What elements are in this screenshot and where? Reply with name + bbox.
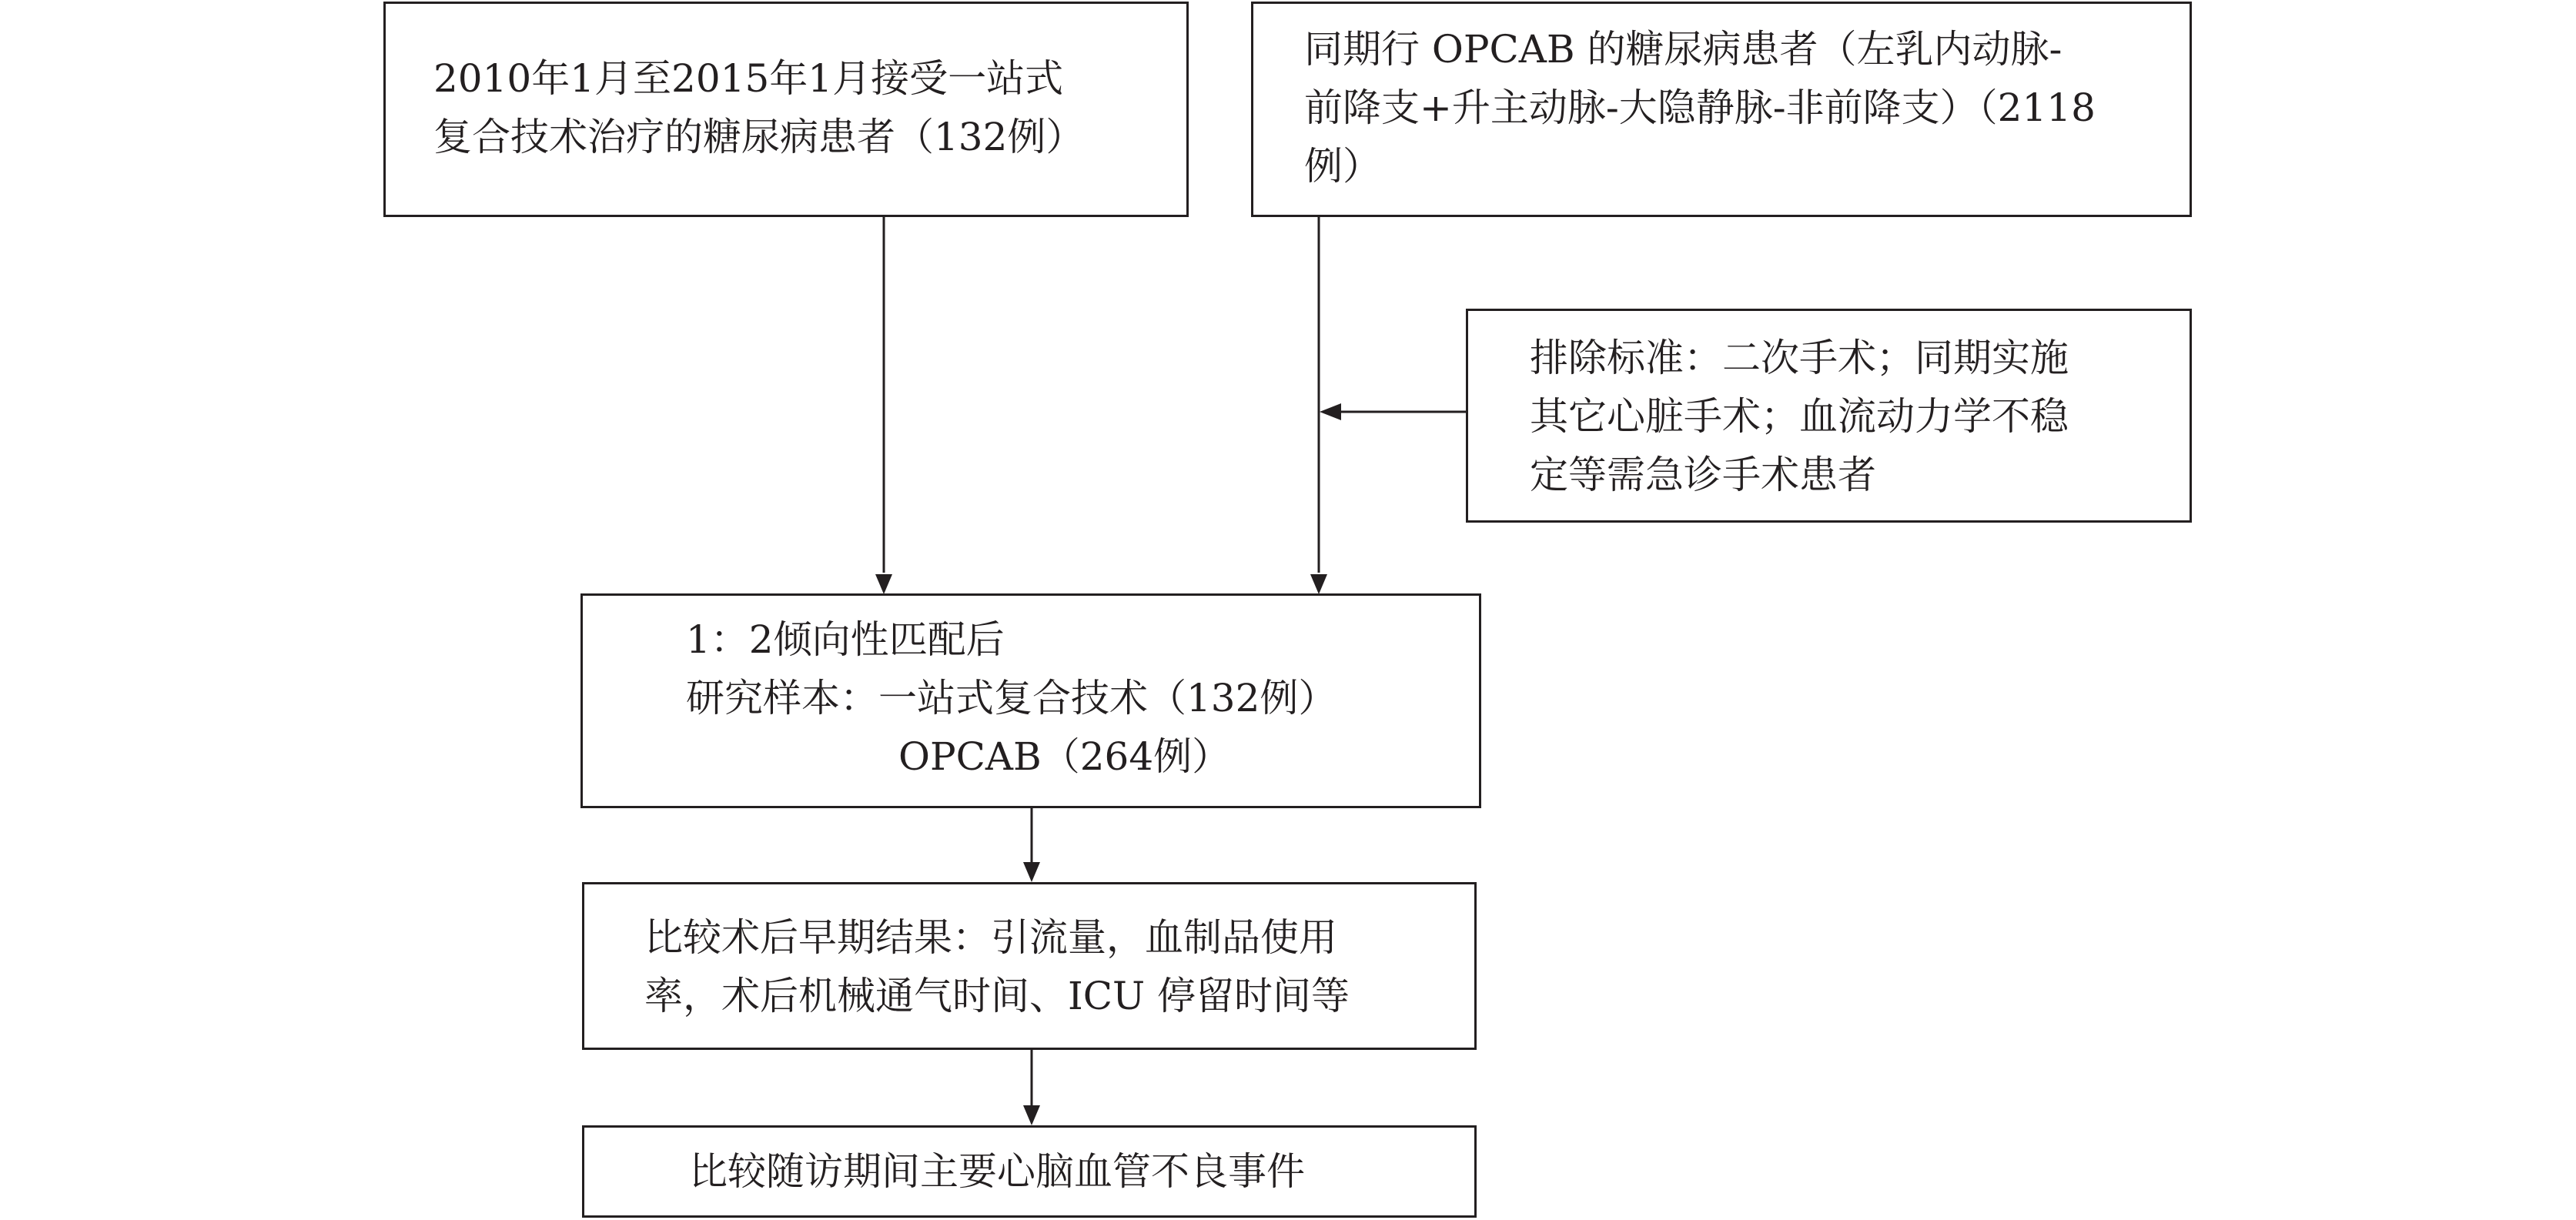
box-propensity-matching-line-3: OPCAB（264例） bbox=[898, 734, 1231, 779]
box-opcab-patients-line-2: 前降支+升主动脉-大隐静脉-非前降支）（2118 bbox=[1304, 85, 2096, 130]
box-propensity-matching-line-1: 1：2倾向性匹配后 bbox=[686, 617, 1005, 662]
box-exclusion-criteria-line-1: 排除标准：二次手术；同期实施 bbox=[1530, 336, 2069, 380]
arrowhead-top-left bbox=[875, 574, 892, 594]
box-propensity-matching bbox=[580, 593, 1481, 808]
box-opcab-patients-line-3: 例） bbox=[1304, 144, 1381, 189]
arrowhead-matching bbox=[1023, 862, 1040, 882]
box-follow-up bbox=[582, 1125, 1477, 1218]
arrowhead-top-right bbox=[1310, 574, 1327, 594]
box-opcab-patients-line-1: 同期行 OPCAB 的糖尿病患者（左乳内动脉- bbox=[1304, 27, 2062, 72]
box-early-outcomes-line-2: 率，术后机械通气时间、ICU 停留时间等 bbox=[644, 974, 1350, 1018]
arrowhead-exclusion bbox=[1320, 403, 1341, 420]
box-early-outcomes-line-1: 比较术后早期结果：引流量，血制品使用 bbox=[644, 915, 1337, 960]
arrowhead-early bbox=[1023, 1105, 1040, 1125]
box-hybrid-patients-line-1: 2010年1月至2015年1月接受一站式 bbox=[433, 56, 1064, 101]
box-propensity-matching-line-2: 研究样本：一站式复合技术（132例） bbox=[686, 676, 1337, 720]
box-exclusion-criteria bbox=[1466, 309, 2192, 523]
box-hybrid-patients-line-2: 复合技术治疗的糖尿病患者（132例） bbox=[433, 115, 1085, 159]
box-hybrid-patients bbox=[383, 2, 1189, 217]
box-follow-up-line-1: 比较随访期间主要心脑血管不良事件 bbox=[689, 1149, 1305, 1194]
box-exclusion-criteria-line-3: 定等需急诊手术患者 bbox=[1530, 453, 1876, 497]
box-opcab-patients bbox=[1251, 2, 2192, 217]
box-early-outcomes bbox=[582, 882, 1477, 1050]
box-exclusion-criteria-line-2: 其它心脏手术；血流动力学不稳 bbox=[1530, 394, 2069, 439]
